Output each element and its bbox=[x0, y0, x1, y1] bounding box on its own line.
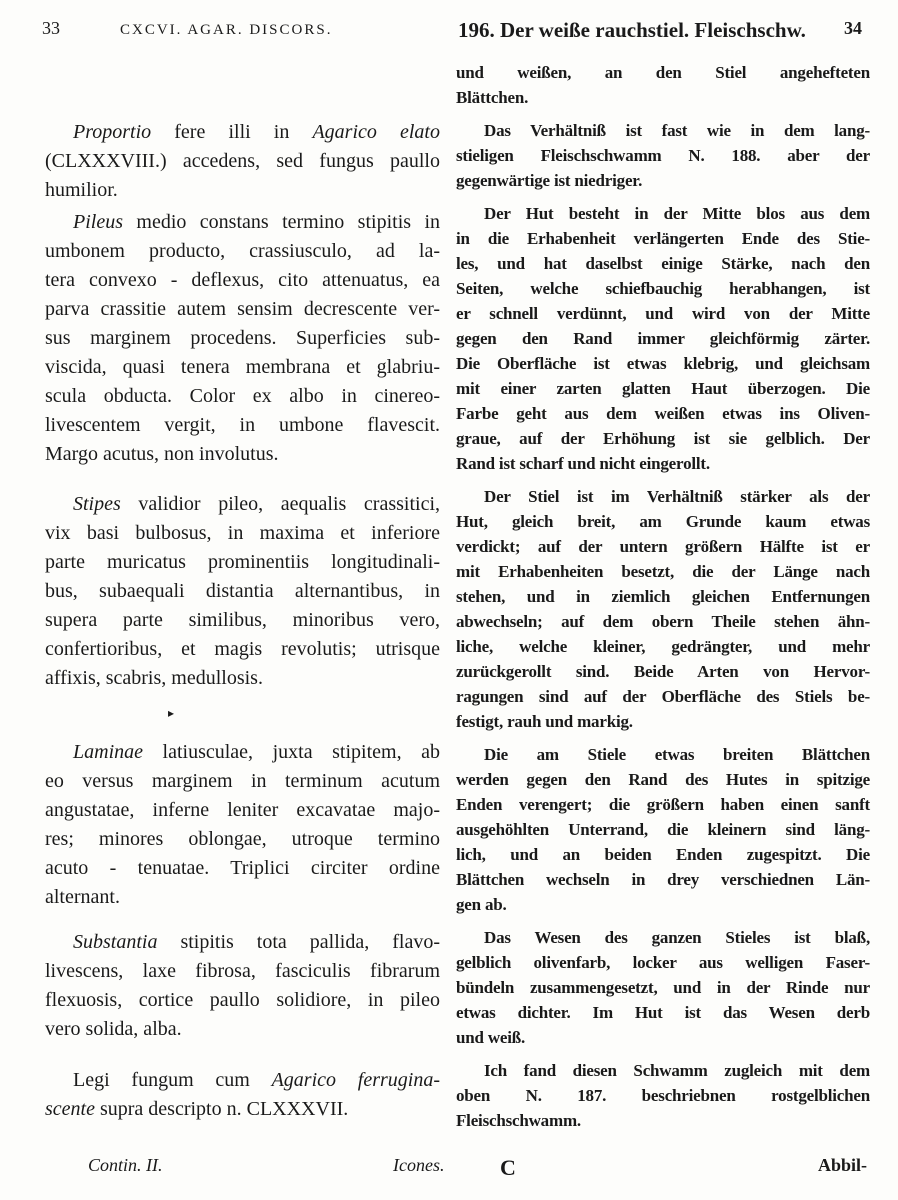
right-running-title: 196. Der weiße rauchstiel. Fleischschw. bbox=[458, 18, 806, 42]
italic-term: Agarico ferrugina- bbox=[271, 1069, 440, 1091]
text-line: Blättchen wechseln in drey verschiednen Län- bbox=[456, 870, 870, 889]
text-line: angustatae, inferne leniter excavatae majo- bbox=[45, 799, 440, 821]
text-line: bus, subaequali distantia alternantibus, in bbox=[45, 580, 440, 602]
signature-letter: C bbox=[500, 1155, 516, 1180]
text-line: und weiß. bbox=[456, 1028, 526, 1047]
text-line: livescentem vergit, in umbone flavescit. bbox=[45, 414, 440, 436]
paragraph bbox=[45, 118, 440, 205]
paragraph bbox=[456, 484, 870, 734]
paragraph bbox=[456, 118, 870, 193]
text-line: liche, welche kleiner, gedrängter, und mehr bbox=[456, 637, 870, 656]
text-line: und weißen, an den Stiel angehefteten bbox=[456, 63, 870, 82]
text-line: oben N. 187. beschriebnen rostgelblichen bbox=[456, 1086, 870, 1105]
paragraph bbox=[456, 60, 870, 110]
text-line: Der Hut besteht in der Mitte blos aus dem bbox=[484, 204, 870, 223]
text-line: parte muricatus prominentiis longitudinali- bbox=[45, 551, 440, 573]
text-line: parva crassitie autem sensim decrescente ver- bbox=[45, 298, 440, 320]
text-line: mit einer zarten glatten Haut überzogen. Die bbox=[456, 379, 870, 398]
text-line: tera convexo - deflexus, cito attenuatus, ea bbox=[45, 269, 440, 291]
text-line: werden gegen den Rand des Hutes in spitzige bbox=[456, 770, 870, 789]
text-line: er schnell verdünnt, und wird von der Mitte bbox=[456, 304, 870, 323]
text-line: Die am Stiele etwas breiten Blättchen bbox=[484, 745, 870, 764]
catchword-left: Icones. bbox=[393, 1155, 445, 1175]
text-line: gegen den Rand immer gleichförmig zärter. bbox=[456, 329, 870, 348]
text-line: Der Stiel ist im Verhältniß stärker als der bbox=[484, 487, 870, 506]
text-span: latiusculae, juxta stipitem, ab bbox=[143, 741, 440, 763]
text-line: Margo acutus, non involutus. bbox=[45, 443, 279, 465]
text-line: les, und hat daselbst einige Stärke, nach den bbox=[456, 254, 870, 273]
text-span: validior pileo, aequalis crassitici, bbox=[120, 493, 440, 515]
text-line: mit Erhabenheiten besetzt, die der Länge nach bbox=[456, 562, 870, 581]
text-line: ragungen sind auf der Oberfläche des Stiels be- bbox=[456, 687, 870, 706]
text-line: verdickt; auf der untern größern Hälfte ist er bbox=[456, 537, 870, 556]
text-line: vero solida, alba. bbox=[45, 1018, 182, 1040]
text-line: flexuosis, cortice paullo solidiore, in pileo bbox=[45, 989, 440, 1011]
text-line: etwas dichter. Im Hut ist das Wesen derb bbox=[456, 1003, 870, 1022]
text-line: Seiten, welche schiefbauchig herabhangen, ist bbox=[456, 279, 870, 298]
catchword-right: Abbil- bbox=[818, 1155, 868, 1175]
text-line bbox=[45, 738, 440, 767]
text-line: affixis, scabris, medullosis. bbox=[45, 667, 263, 689]
text-span: medio constans termino stipitis in bbox=[123, 211, 440, 233]
text-line bbox=[45, 1066, 440, 1095]
text-line: scula obducta. Color ex albo in cinereo- bbox=[45, 385, 440, 407]
text-line: gelblich olivenfarb, locker aus welligen Faser- bbox=[456, 953, 870, 972]
text-line: supera parte similibus, minoribus vero, bbox=[45, 609, 440, 631]
text-line: gegenwärtige ist niedriger. bbox=[456, 171, 643, 190]
text-line: stehen, und in ziemlich gleichen Entfernungen bbox=[456, 587, 870, 606]
italic-term: Pileus bbox=[73, 211, 123, 233]
text-line: eo versus marginem in terminum acutum bbox=[45, 770, 440, 792]
text-line: res; minores oblongae, utroque termino bbox=[45, 828, 440, 850]
text-line: Ich fand diesen Schwamm zugleich mit dem bbox=[484, 1061, 870, 1080]
text-span: stipitis tota pallida, flavo- bbox=[157, 931, 440, 953]
text-line bbox=[45, 118, 440, 147]
text-line: Das Wesen des ganzen Stieles ist blaß, bbox=[484, 928, 870, 947]
text-line: abwechseln; auf dem obern Theile stehen ähn- bbox=[456, 612, 870, 631]
italic-term: Substantia bbox=[73, 931, 158, 953]
text-line: Blättchen. bbox=[456, 88, 529, 107]
text-span: supra descripto n. CLXXXVII. bbox=[94, 1098, 349, 1120]
printer-mark: ▸ bbox=[168, 706, 175, 720]
text-line: livescens, laxe fibrosa, fasciculis fibrarum bbox=[45, 960, 440, 982]
right-page-number: 34 bbox=[844, 18, 862, 38]
text-line: gen ab. bbox=[456, 895, 507, 914]
paragraph bbox=[45, 928, 440, 1044]
paragraph bbox=[45, 738, 440, 912]
left-page-number: 33 bbox=[42, 18, 60, 38]
italic-term: Laminae bbox=[73, 741, 143, 763]
paragraph bbox=[456, 925, 870, 1050]
text-line bbox=[45, 490, 440, 519]
paragraph bbox=[45, 490, 440, 693]
paragraph bbox=[456, 201, 870, 476]
paragraph bbox=[456, 742, 870, 917]
text-line: stieligen Fleischschwamm N. 188. aber der bbox=[456, 146, 870, 165]
text-line: festigt, rauh und markig. bbox=[456, 712, 633, 731]
text-line bbox=[45, 208, 440, 237]
text-line: alternant. bbox=[45, 886, 120, 908]
text-line: in die Erhabenheit verlängerten Ende des Stie- bbox=[456, 229, 870, 248]
text-line: Rand ist scharf und nicht eingerollt. bbox=[456, 454, 710, 473]
signature-mark: Contin. II. bbox=[88, 1155, 163, 1175]
paragraph bbox=[456, 1058, 870, 1133]
text-line: Farbe geht aus dem weißen etwas ins Oliven- bbox=[456, 404, 870, 423]
text-line: Enden verengert; die größern haben einen sanft bbox=[456, 795, 870, 814]
text-line: ausgehöhlten Unterrand, die kleinern sind läng- bbox=[456, 820, 870, 839]
text-line: confertioribus, et magis revolutis; utrisque bbox=[45, 638, 440, 660]
text-line bbox=[45, 928, 440, 957]
text-line: graue, auf der Erhöhung ist sie gelblich. Der bbox=[456, 429, 870, 448]
text-span: fere illi in bbox=[151, 121, 313, 143]
italic-term: Stipes bbox=[73, 493, 121, 515]
text-line: sus marginem procedens. Superficies sub- bbox=[45, 327, 440, 349]
text-line: bündeln zusammengesetzt, und in der Rinde nur bbox=[456, 978, 870, 997]
italic-term: Proportio bbox=[73, 121, 152, 143]
text-line: (CLXXXVIII.) accedens, sed fungus paullo bbox=[45, 150, 440, 172]
text-line: Die Oberfläche ist etwas klebrig, und gleichsam bbox=[456, 354, 870, 373]
text-line: lich, und an beiden Enden zugespitzt. Die bbox=[456, 845, 870, 864]
italic-term: scente bbox=[45, 1098, 95, 1120]
text-line bbox=[45, 1095, 440, 1124]
text-line: vix basi bulbosus, in maxima et inferiore bbox=[45, 522, 440, 544]
text-line: viscida, quasi tenera membrana et glabriu- bbox=[45, 356, 440, 378]
text-line: umbonem producto, crassiusculo, ad la- bbox=[45, 240, 440, 262]
paragraph bbox=[45, 208, 440, 469]
paragraph bbox=[45, 1066, 440, 1124]
left-running-title: CXCVI. AGAR. DISCORS. bbox=[120, 22, 333, 38]
text-line: Hut, gleich breit, am Grunde kaum etwas bbox=[456, 512, 870, 531]
text-span: Legi fungum cum bbox=[73, 1069, 272, 1091]
text-line: Fleischschwamm. bbox=[456, 1111, 581, 1130]
text-line: humilior. bbox=[45, 179, 118, 201]
text-line: zurückgerollt sind. Beide Arten von Hervor- bbox=[456, 662, 870, 681]
text-line: acuto - tenuatae. Triplici circiter ordine bbox=[45, 857, 440, 879]
text-line: Das Verhältniß ist fast wie in dem lang- bbox=[484, 121, 870, 140]
italic-term: Agarico elato bbox=[312, 121, 440, 143]
